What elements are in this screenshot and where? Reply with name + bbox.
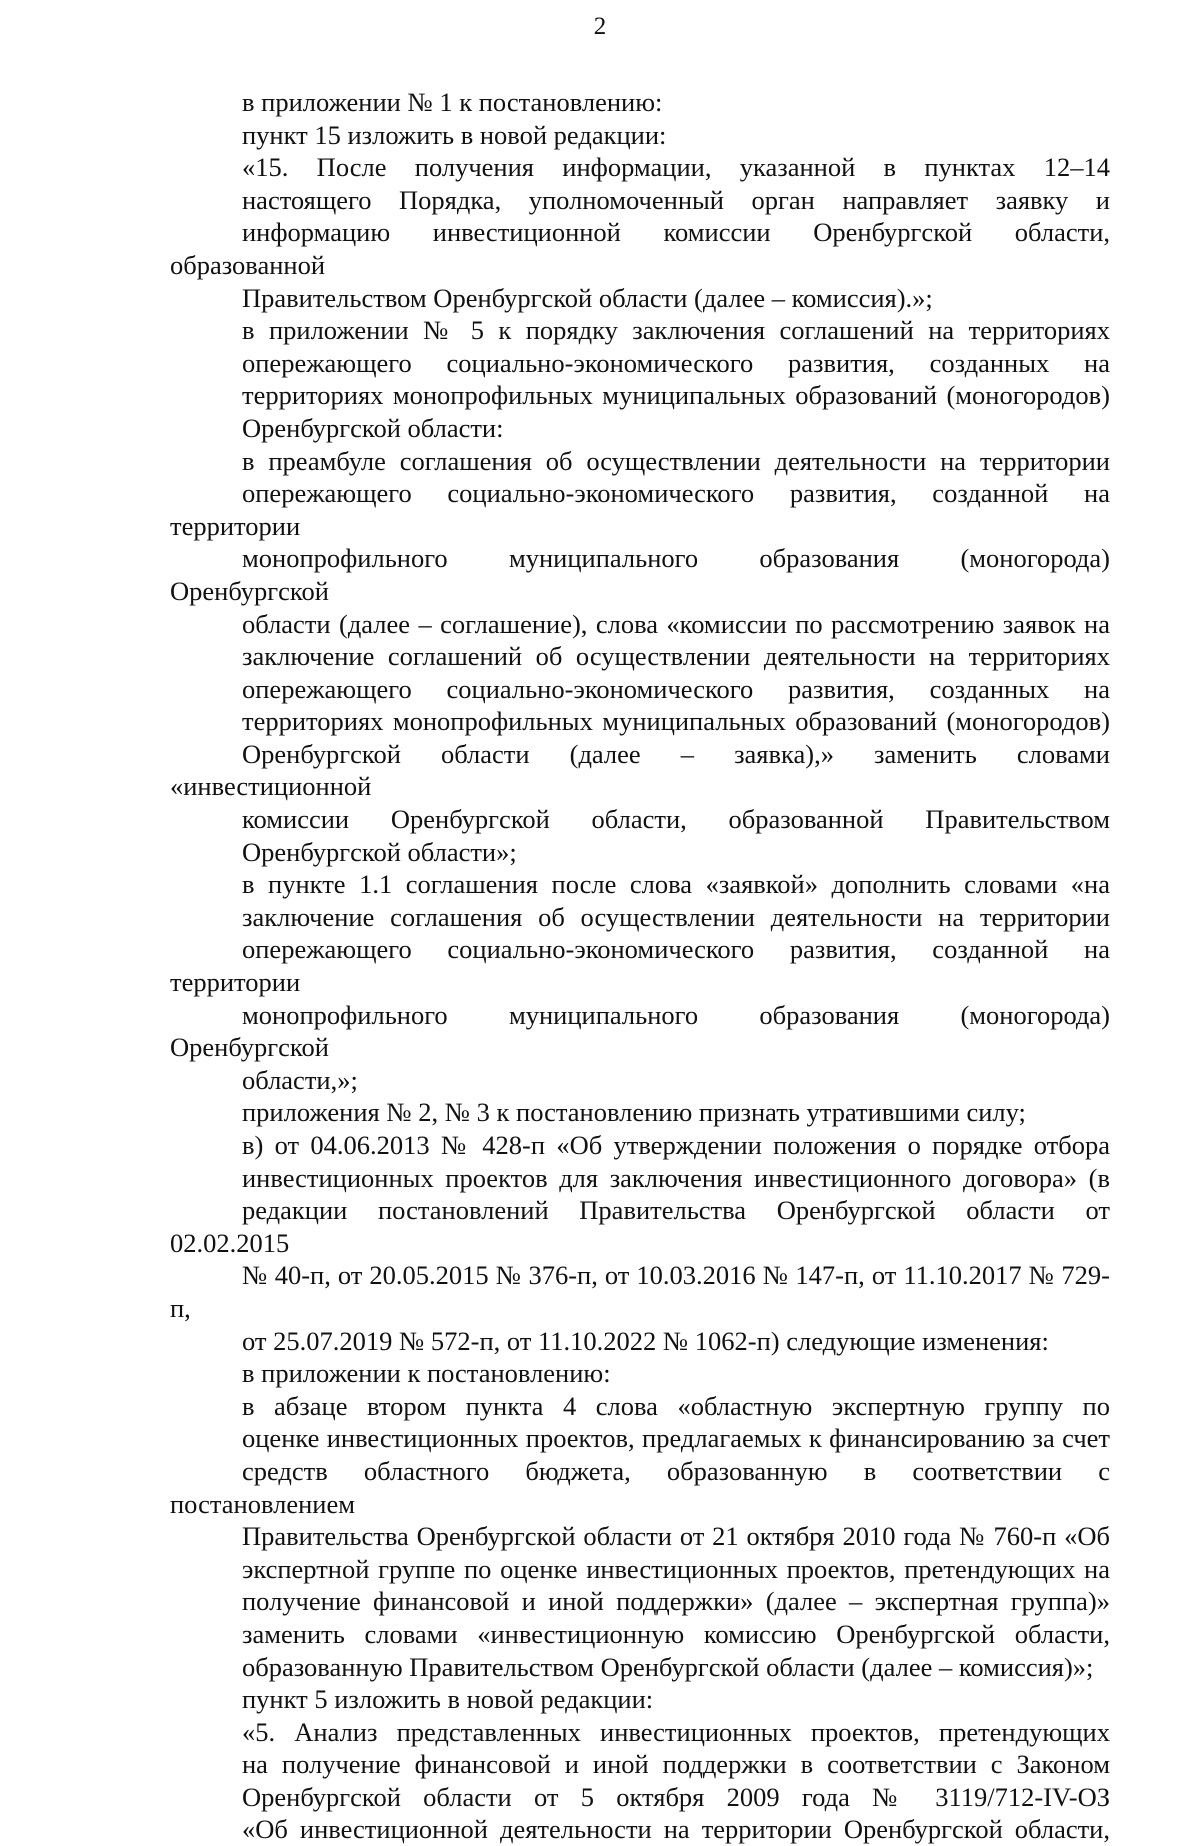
paragraph	[170, 1716, 1110, 1846]
text-line: опережающего социально-экономического развития, созданной на территории	[170, 478, 1110, 541]
text-line: средств областного бюджета, образованную в соответствии с постановлением	[170, 1455, 1110, 1519]
paragraph	[170, 1096, 1110, 1129]
text-line: «5. Анализ представленных инвестиционных проектов, претендующих	[242, 1716, 1110, 1747]
text-line: комиссии Оренбургской области, образованной Правительством	[242, 804, 1110, 835]
paragraph	[170, 151, 1110, 314]
text-line: образованную Правительством Оренбургской области (далее – комиссия)»;	[242, 1651, 1094, 1682]
text-line: области (далее – соглашение), слова «комиссии по рассмотрению заявок на	[242, 608, 1110, 639]
text-line: в приложении № 1 к постановлению:	[242, 87, 663, 117]
text-line: монопрофильного муниципального образования (моногорода) Оренбургской	[170, 543, 1110, 606]
text-line: «Об инвестиционной деятельности на территории Оренбургской области,	[242, 1814, 1110, 1845]
text-line: территориях монопрофильных муниципальных образований (моногородов)	[242, 380, 1110, 411]
paragraph	[170, 1390, 1110, 1683]
text-line: пункт 5 изложить в новой редакции:	[242, 1684, 654, 1715]
text-line: получение финансовой и иной поддержки» (далее – экспертная группа)»	[242, 1586, 1110, 1617]
text-line: заключение соглашений об осуществлении деятельности на территориях	[242, 641, 1110, 672]
text-line: Оренбургской области:	[242, 412, 504, 443]
text-line: территориях монопрофильных муниципальных образований (моногородов)	[242, 706, 1110, 737]
paragraph	[170, 1683, 1110, 1716]
text-line: настоящего Порядка, уполномоченный орган направляет заявку и	[242, 184, 1110, 215]
text-line: в пункте 1.1 соглашения после слова «заявкой» дополнить словами «на	[242, 869, 1110, 900]
text-line: редакции постановлений Правительства Оренбургской области от 02.02.2015	[170, 1195, 1110, 1258]
text-line: «15. После получения информации, указанной в пунктах 12–14	[242, 152, 1110, 183]
text-line: Правительством Оренбургской области (далее – комиссия).»;	[242, 282, 933, 313]
text-line: опережающего социально-экономического развития, созданных на	[242, 347, 1110, 378]
text-line: в приложении к постановлению:	[242, 1358, 611, 1389]
text-line: в преамбуле соглашения об осуществлении деятельности на территории	[242, 445, 1110, 476]
text-line: информацию инвестиционной комиссии Оренбургской области, образованной	[170, 217, 1110, 280]
paragraph	[170, 1357, 1110, 1390]
text-line: в) от 04.06.2013 № 428-п «Об утверждении положения о порядке отбора	[242, 1130, 1110, 1160]
text-line: заключение соглашения об осуществлении деятельности на территории	[242, 901, 1110, 932]
paragraph	[170, 445, 1110, 869]
text-line: от 25.07.2019 № 572-п, от 11.10.2022 № 1062-п) следующие изменения:	[242, 1325, 1049, 1356]
paragraph	[170, 314, 1110, 444]
text-line: монопрофильного муниципального образования (моногорода) Оренбургской	[170, 999, 1110, 1063]
text-line: приложения № 2, № 3 к постановлению признать утратившими силу;	[242, 1097, 1026, 1128]
document-body	[170, 86, 1110, 1846]
page-number: 2	[593, 13, 607, 40]
text-line: на получение финансовой и иной поддержки в соответствии с Законом	[242, 1749, 1110, 1780]
text-line: Оренбургской области (далее – заявка),» заменить словами «инвестиционной	[170, 738, 1110, 802]
text-line: Оренбургской области от 5 октября 2009 года № 3119/712-IV-ОЗ	[242, 1781, 1110, 1812]
paragraph	[170, 119, 1110, 152]
text-line: заменить словами «инвестиционную комиссию Оренбургской области,	[242, 1618, 1110, 1649]
text-line: оценке инвестиционных проектов, предлагаемых к финансированию за счет	[242, 1423, 1110, 1454]
paragraph	[170, 86, 1110, 119]
text-line: экспертной группе по оценке инвестиционных проектов, претендующих на	[242, 1553, 1110, 1584]
text-line: инвестиционных проектов для заключения инвестиционного договора» (в	[242, 1162, 1110, 1193]
paragraph	[170, 868, 1110, 1096]
text-line: в абзаце втором пункта 4 слова «областную экспертную группу по	[242, 1390, 1110, 1421]
text-line: Правительства Оренбургской области от 21 октября 2010 года № 760-п «Об	[242, 1521, 1110, 1552]
text-line: в приложении № 5 к порядку заключения соглашений на территориях	[242, 315, 1110, 346]
text-line: № 40-п, от 20.05.2015 № 376-п, от 10.03.2016 № 147-п, от 11.10.2017 № 729-п,	[170, 1260, 1110, 1323]
text-line: опережающего социально-экономического развития, созданных на	[242, 673, 1110, 704]
text-line: опережающего социально-экономического развития, созданной на территории	[170, 934, 1110, 998]
text-line: области,»;	[242, 1064, 358, 1095]
text-line: Оренбургской области»;	[242, 836, 517, 867]
text-line: пункт 15 изложить в новой редакции:	[242, 119, 667, 150]
paragraph	[170, 1129, 1110, 1357]
